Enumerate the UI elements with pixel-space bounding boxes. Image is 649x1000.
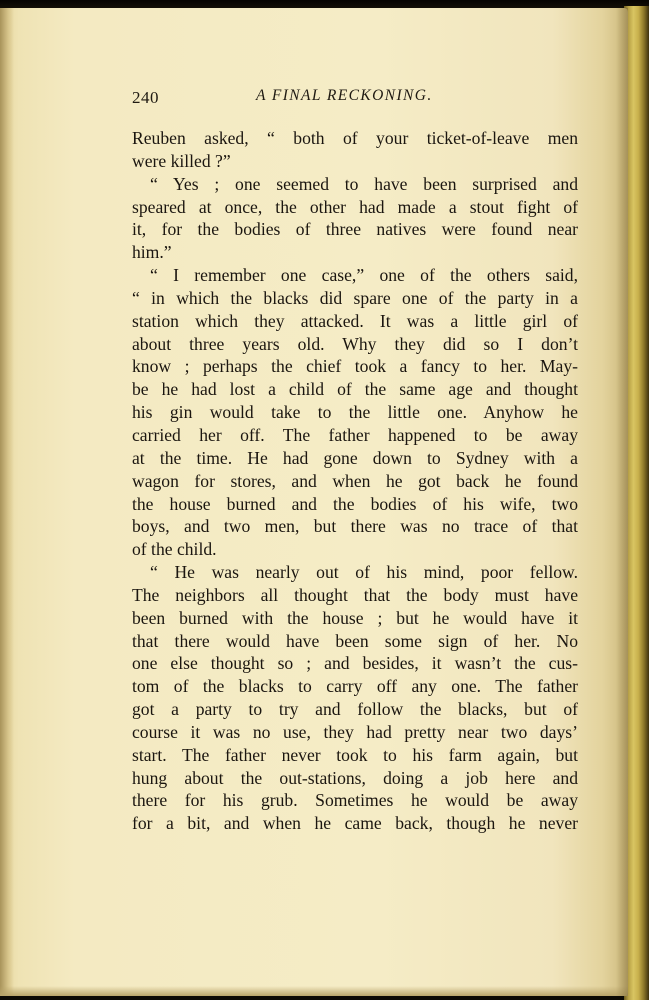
text-line: carried her off. The father happened to be away [132, 424, 578, 445]
text-line: start. The father never took to his farm again, but [132, 744, 578, 765]
text-line: station which they attacked. It was a little girl of [132, 310, 578, 331]
page-edge-shadow [616, 8, 628, 996]
text-line: course it was no use, they had pretty near two days’ [132, 721, 578, 742]
text-line: “ I remember one case,” one of the others said, [150, 265, 578, 286]
text-line: that there would have been some sign of her. No [132, 630, 578, 651]
text-line: “ He was nearly out of his mind, poor fellow. [150, 562, 578, 583]
running-title: A FINAL RECKONING. [256, 87, 433, 104]
text-line: boys, and two men, but there was no trace of that [132, 516, 578, 537]
text-line: his gin would take to the little one. Anyhow he [132, 402, 578, 423]
text-line: “ Yes ; one seemed to have been surprised and [150, 173, 578, 194]
text-line: Reuben asked, “ both of your ticket-of-leave men [132, 128, 578, 148]
text-line: been burned with the house ; but he would have it [132, 607, 578, 628]
text-line: about three years old. Why they did so I don’t [132, 333, 578, 354]
text-line: at the time. He had gone down to Sydney with a [132, 447, 578, 468]
text-line: for a bit, and when he came back, though he never [132, 813, 578, 834]
text-line: him.” [132, 242, 172, 263]
text-line: tom of the blacks to carry off any one. The father [132, 676, 578, 697]
text-line: there for his grub. Sometimes he would be away [132, 790, 578, 811]
text-line: speared at once, the other had made a stout fight of [132, 196, 578, 217]
page-bottom-shade [0, 986, 628, 996]
text-line: it, for the bodies of three natives were found near [132, 219, 578, 240]
text-line: one else thought so ; and besides, it wasn’t the cus- [132, 653, 578, 674]
text-line: of the child. [132, 539, 217, 560]
text-line: The neighbors all thought that the body must have [132, 584, 578, 605]
page-gutter-shade [0, 8, 14, 996]
page-header [132, 86, 578, 112]
text-line: were killed ?” [132, 150, 231, 171]
text-line: wagon for stores, and when he got back he found [132, 470, 578, 491]
page-number: 240 [132, 88, 159, 107]
body-text [132, 127, 578, 835]
text-line: know ; perhaps the chief took a fancy to her. May- [132, 356, 578, 377]
text-line: the house burned and the bodies of his wife, two [132, 493, 578, 514]
text-line: be he had lost a child of the same age and thought [132, 379, 578, 400]
text-line: got a party to try and follow the blacks, but of [132, 699, 578, 720]
text-line: “ in which the blacks did spare one of the party in a [132, 287, 578, 308]
text-line: hung about the out-stations, doing a job here and [132, 767, 578, 788]
